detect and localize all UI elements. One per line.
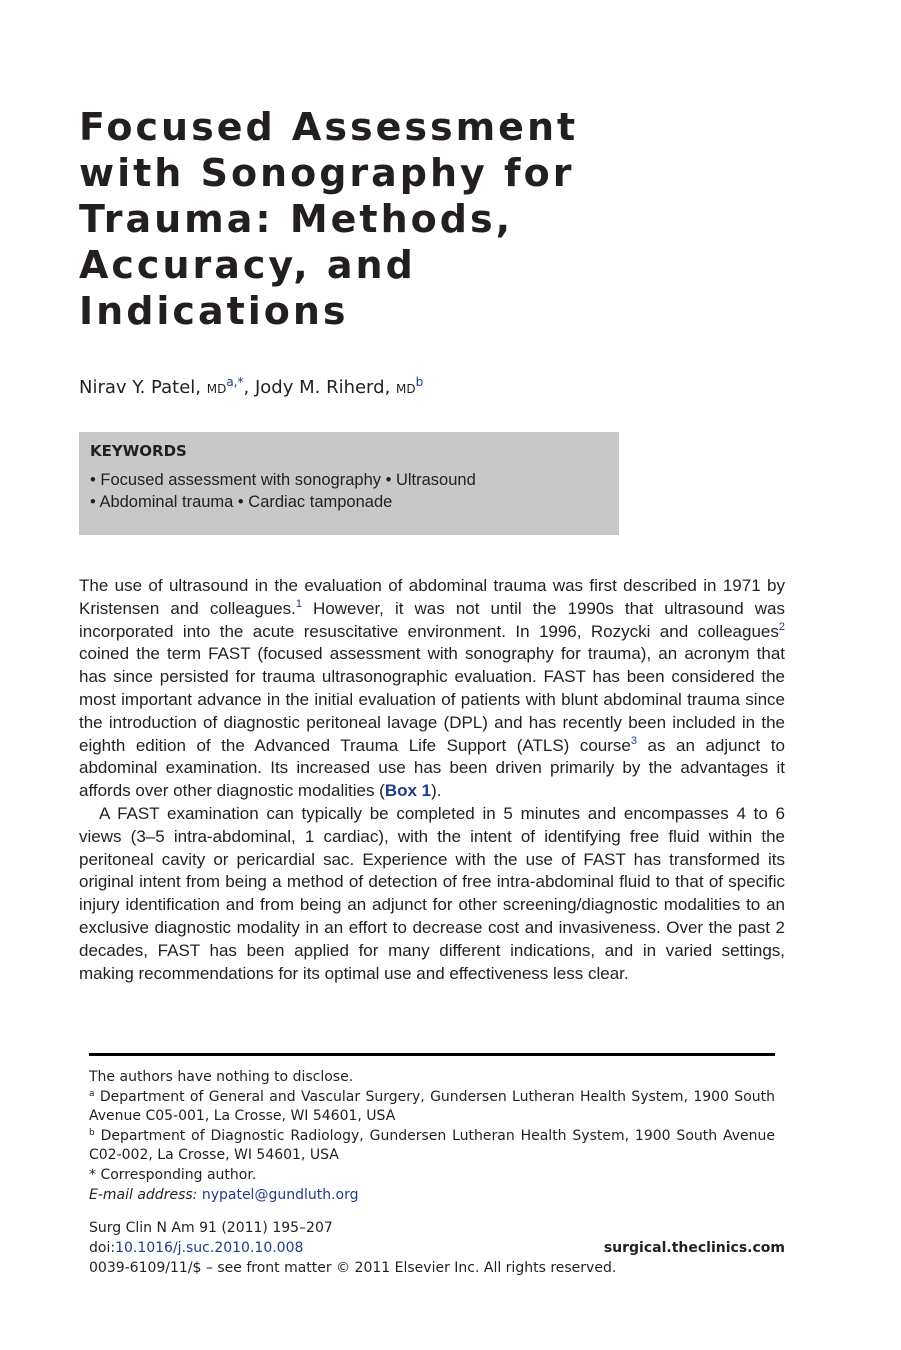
citation-block <box>89 1218 785 1278</box>
doi-line <box>89 1238 303 1258</box>
affiliation-marker: b <box>89 1127 95 1138</box>
doi-row <box>89 1238 785 1258</box>
affiliation-text: Department of General and Vascular Surgery, Gundersen Lutheran Health System, 1900 South Avenue C05-001, La Crosse, WI 54601, USA <box>89 1088 775 1125</box>
keywords-line: • Abdominal trauma • Cardiac tamponade <box>90 493 393 511</box>
title-line: Indications <box>79 289 349 333</box>
reference-link[interactable]: 3 <box>630 734 637 747</box>
doi-label: doi: <box>89 1240 116 1256</box>
reference-link[interactable]: 2 <box>778 620 785 633</box>
doi-link[interactable]: 10.1016/j.suc.2010.10.008 <box>115 1240 304 1256</box>
journal-row <box>89 1218 785 1238</box>
author-degree: MD <box>206 382 227 396</box>
keywords-heading: KEYWORDS <box>90 442 187 460</box>
author-name: Nirav Y. Patel, <box>79 377 201 398</box>
title-line: Focused Assessment <box>79 105 579 149</box>
affiliation-b <box>89 1127 775 1166</box>
author-separator: , <box>243 377 250 398</box>
author-list <box>79 375 423 398</box>
email-link[interactable]: nypatel@gundluth.org <box>201 1186 359 1203</box>
journal-citation: Surg Clin N Am 91 (2011) 195–207 <box>89 1220 333 1236</box>
body-text-run: The use of ultrasound in the evaluation of abdominal trauma was first described in 1971 by Kristensen and colleagues. <box>79 576 785 618</box>
copyright-row <box>89 1258 785 1278</box>
corresponding-note: * Corresponding author. <box>89 1166 257 1183</box>
author-name: Jody M. Riherd, <box>254 377 391 398</box>
article-body <box>79 575 785 985</box>
affiliation-a <box>89 1088 775 1127</box>
email-label: E-mail address: <box>89 1186 198 1203</box>
affiliation-link[interactable]: b <box>415 375 424 389</box>
footnote-divider <box>89 1053 775 1056</box>
journal-site-link[interactable]: surgical.theclinics.com <box>603 1240 785 1256</box>
keywords-box <box>79 432 619 535</box>
copyright-text: 0039-6109/11/$ – see front matter © 2011 Elsevier Inc. All rights reserved. <box>89 1260 617 1276</box>
reference-link[interactable]: 1 <box>295 597 302 610</box>
affiliation-marker: a <box>89 1088 95 1099</box>
disclosure-note: The authors have nothing to disclose. <box>89 1069 354 1085</box>
title-line: with Sonography for <box>79 151 575 195</box>
keywords-line: • Focused assessment with sonography • Ultrasound <box>90 471 476 489</box>
affiliation-text: Department of Diagnostic Radiology, Gundersen Lutheran Health System, 1900 South Avenue C02-002, La Crosse, WI 54601, USA <box>89 1127 775 1164</box>
title-line: Trauma: Methods, <box>79 197 514 241</box>
body-text-run: However, it was not until the 1990s that ultrasound was incorporated into the acute resuscitative environment. In 1996, Rozycki and colleagues <box>79 598 785 641</box>
affiliation-link[interactable]: a,* <box>226 375 244 389</box>
body-paragraph <box>79 575 785 803</box>
title-line: Accuracy, and <box>79 243 416 287</box>
body-text-run: as an adjunct to abdominal examination. Its increased use has been driven primarily by the advantages it affords over other diagnostic modalities ( <box>79 735 785 801</box>
body-paragraph: A FAST examination can typically be completed in 5 minutes and encompasses 4 to 6 views (3–5 intra-abdominal, 1 cardiac), with the intent of identifying free fluid within the peritoneal cavity or pericardial sac. Experience with the use of FAST has transformed its original intent from being a method of detection of free intra-abdominal fluid to that of specific injury identification and from being an adjunct for other screening/diagnostic modalities to an exclusive diagnostic modality in an effort to decrease cost and invasiveness. Over the past 2 decades, FAST has been applied for many different indications, and in varied settings, making recommendations for its optimal use and effectiveness less clear. <box>79 803 785 983</box>
article-title <box>79 104 639 334</box>
author-degree: MD <box>396 382 416 396</box>
body-text-run: coined the term FAST (focused assessment with sonography for trauma), an acronym that has since persisted for trauma ultrasonographic evaluation. FAST has been considered the most important advance in the initial evaluation of patients with blunt abdominal trauma since the introduction of diagnostic peritoneal lavage (DPL) and has recently been included in the eighth edition of the Advanced Trauma Life Support (ATLS) course <box>79 644 785 755</box>
email-line <box>89 1186 775 1206</box>
footnotes <box>89 1068 775 1205</box>
box-link[interactable]: Box 1 <box>384 781 432 801</box>
body-text-run: ). <box>431 781 442 801</box>
